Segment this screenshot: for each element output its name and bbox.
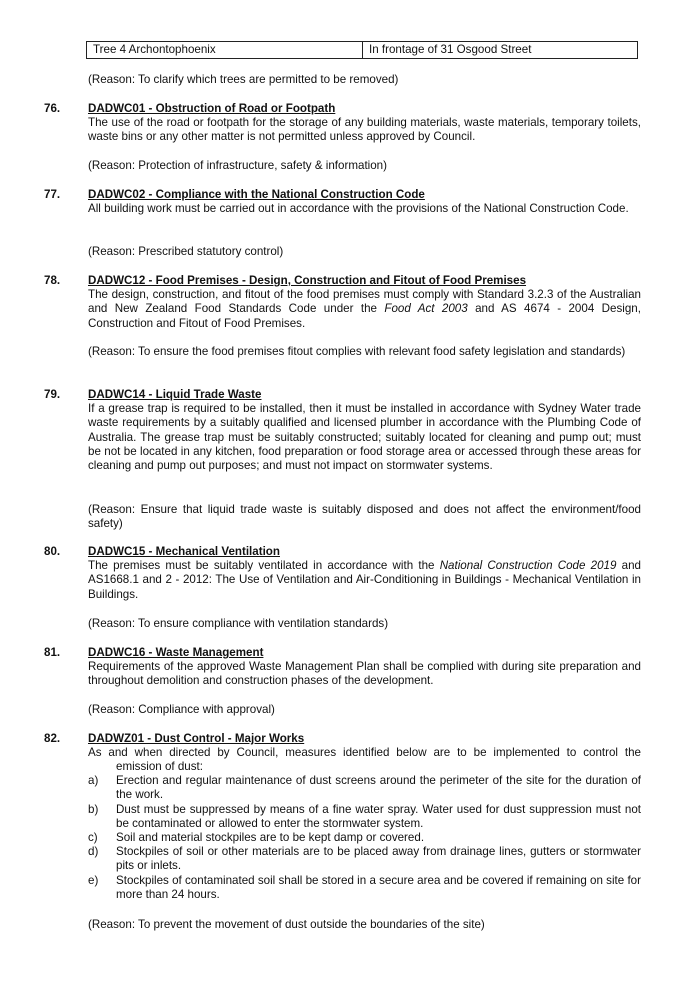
condition-heading: DADWC01 - Obstruction of Road or Footpath xyxy=(88,102,336,115)
table-row xyxy=(87,42,638,59)
condition-number: 77. xyxy=(44,188,61,201)
condition-heading: DADWC15 - Mechanical Ventilation xyxy=(88,545,280,558)
condition-80 xyxy=(88,545,641,602)
table-cell-tree: Tree 4 Archontophoenix xyxy=(87,42,363,59)
condition-number: 81. xyxy=(44,646,61,659)
list-item-label: c) xyxy=(88,831,98,845)
list-item-label: d) xyxy=(88,845,99,859)
list-item xyxy=(88,831,641,845)
condition-body: Requirements of the approved Waste Management Plan shall be complied with during site preparation and throughout demolition and construction phases of the development. xyxy=(88,660,641,688)
condition-81-reason: (Reason: Compliance with approval) xyxy=(88,703,275,716)
condition-77-reason: (Reason: Prescribed statutory control) xyxy=(88,245,284,258)
condition-heading: DADWC16 - Waste Management xyxy=(88,646,264,659)
dust-measures-list xyxy=(88,774,641,902)
list-item-text: Erection and regular maintenance of dust screens around the perimeter of the site for the duration of the work. xyxy=(116,774,641,802)
list-item-text: Soil and material stockpiles are to be kept damp or covered. xyxy=(116,831,425,845)
condition-82-list xyxy=(88,760,641,902)
condition-79-reason: (Reason: Ensure that liquid trade waste is suitably disposed and does not affect the environment/food safety) xyxy=(88,503,641,531)
list-item-text: Stockpiles of soil or other materials are to be placed away from drainage lines, gutters or stormwater pits or inlets. xyxy=(116,845,641,873)
condition-77 xyxy=(88,188,641,216)
condition-intro: As and when directed by Council, measures identified below are to be implemented to control the xyxy=(88,746,641,760)
condition-79 xyxy=(88,388,641,473)
list-item xyxy=(88,802,641,831)
list-item-text: Stockpiles of contaminated soil shall be stored in a secure area and be covered if remaining on site for more than 24 hours. xyxy=(116,873,641,901)
list-item xyxy=(88,873,641,902)
condition-82 xyxy=(88,732,641,760)
condition-body: The design, construction, and fitout of the food premises must comply with Standard 3.2.3 of the Australian and New Zealand Food Standards Code under the Food Act 2003 and AS 4674 - 2004 Design, Construction and Fitout of Food Premises. xyxy=(88,288,641,330)
condition-heading: DADWC14 - Liquid Trade Waste xyxy=(88,388,262,401)
condition-heading: DADWC12 - Food Premises - Design, Construction and Fitout of Food Premises xyxy=(88,274,527,287)
list-item xyxy=(88,845,641,873)
condition-number: 76. xyxy=(44,102,61,115)
condition-body: The use of the road or footpath for the storage of any building materials, waste materials, temporary toilets, waste bins or any other matter is not permitted unless approved by Council. xyxy=(88,116,641,144)
condition-body: The premises must be suitably ventilated in accordance with the National Construction Code 2019 and AS1668.1 and 2 - 2012: The Use of Ventilation and Air-Conditioning in Buildings - Mechanical Ventilation in Buildings. xyxy=(88,559,641,601)
condition-76 xyxy=(88,102,641,145)
condition-number: 78. xyxy=(44,274,61,287)
condition-78 xyxy=(88,274,641,331)
list-item xyxy=(88,774,641,802)
condition-80-reason: (Reason: To ensure compliance with ventilation standards) xyxy=(88,617,389,630)
condition-number: 80. xyxy=(44,545,61,558)
list-item-label: e) xyxy=(88,873,99,887)
condition-number: 82. xyxy=(44,732,61,745)
condition-number: 79. xyxy=(44,388,61,401)
condition-body: If a grease trap is required to be installed, then it must be installed in accordance with Sydney Water trade waste requirements by a suitably qualified and licensed plumber in accordance with the Plumbing Code of Australia. The grease trap must be suitably constructed; suitably located for cleaning and pump out; must be not be located in any kitchen, food preparation or food storage area or accessed through these areas for cleaning and pump out purposes; and must not impact on stormwater systems. xyxy=(88,402,641,473)
condition-body: All building work must be carried out in accordance with the provisions of the National Construction Code. xyxy=(88,202,629,216)
condition-76-reason: (Reason: Protection of infrastructure, safety & information) xyxy=(88,159,387,172)
list-item-label: a) xyxy=(88,774,99,788)
condition-78-reason: (Reason: To ensure the food premises fitout complies with relevant food safety legislation and standards) xyxy=(88,345,626,358)
condition-heading: DADWZ01 - Dust Control - Major Works xyxy=(88,732,305,745)
list-item-text: Dust must be suppressed by means of a fine water spray. Water used for dust suppression must not be contaminated or allowed to enter the stormwater system. xyxy=(116,802,641,830)
table-cell-location: In frontage of 31 Osgood Street xyxy=(363,42,638,59)
condition-intro-cont: emission of dust: xyxy=(116,760,203,773)
condition-81 xyxy=(88,646,641,689)
tree-table xyxy=(86,41,638,59)
condition-heading: DADWC02 - Compliance with the National Construction Code xyxy=(88,188,425,201)
table-reason: (Reason: To clarify which trees are permitted to be removed) xyxy=(88,73,399,86)
list-item-label: b) xyxy=(88,802,99,816)
condition-82-reason: (Reason: To prevent the movement of dust outside the boundaries of the site) xyxy=(88,918,485,931)
